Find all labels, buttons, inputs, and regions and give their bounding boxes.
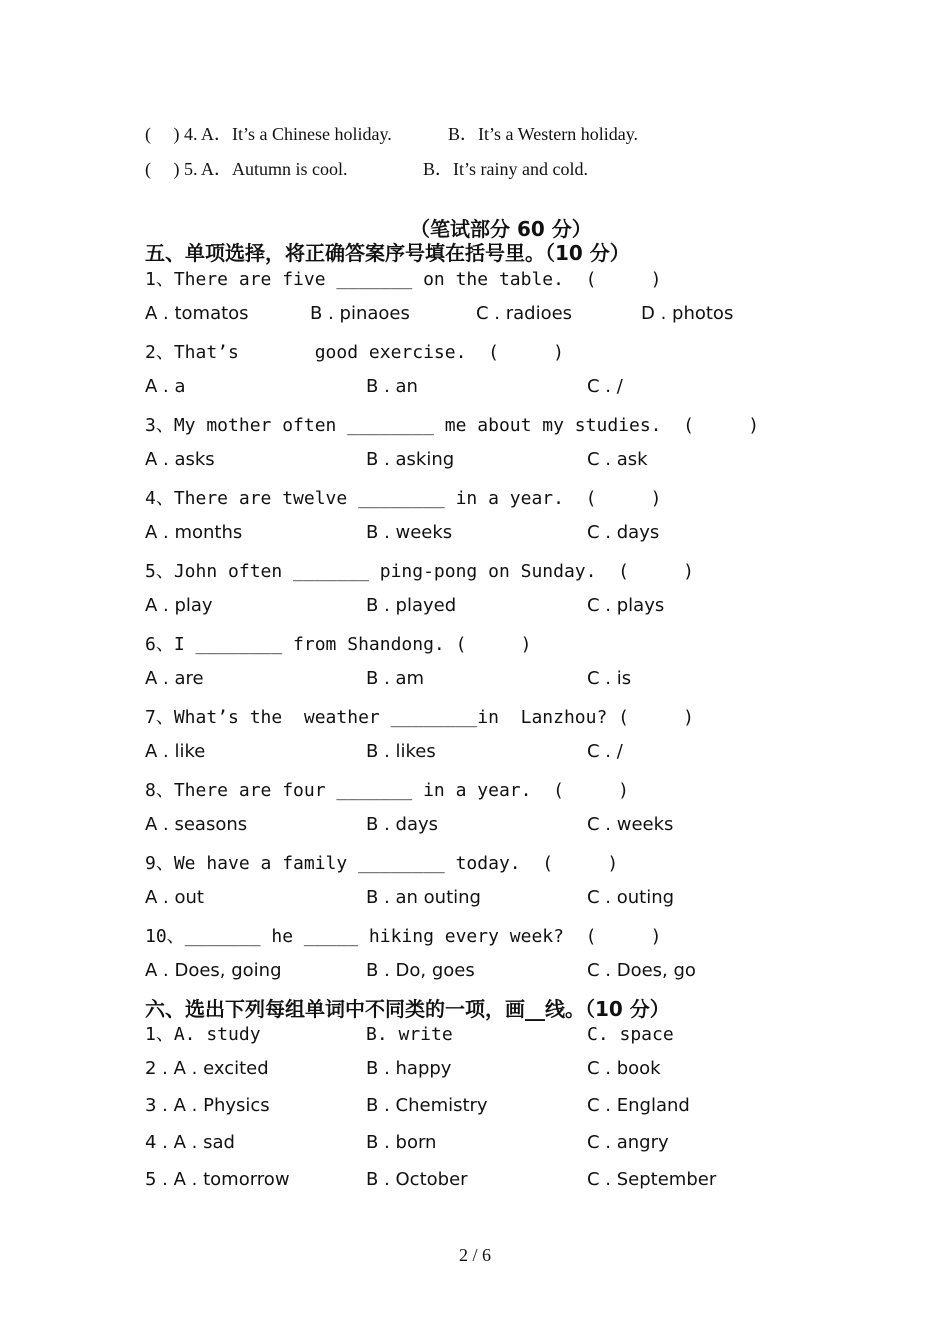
- question-1-option-a: A . tomatos: [145, 303, 249, 324]
- question-6-option-b: B . am: [366, 668, 425, 689]
- question-3-option-c: C . ask: [587, 449, 648, 470]
- question-5-option-c: C . plays: [587, 595, 665, 616]
- question-2-option-c: C . /: [587, 376, 623, 397]
- question-7: 7、What’s the weather ________in Lanzhou? ( ): [145, 707, 695, 728]
- question-7-option-b: B . likes: [366, 741, 436, 762]
- question-4-option-b: B . weeks: [366, 522, 453, 543]
- group-2-option-c: C . book: [587, 1058, 661, 1079]
- question-3-option-a: A . asks: [145, 449, 215, 470]
- written-part-title: （笔试部分 60 分）: [410, 217, 592, 241]
- listening-item-5-stem: ( ) 5. A．Autumn is cool.: [145, 159, 348, 179]
- question-5: 5、John often _______ ping-pong on Sunday. ( ): [145, 561, 695, 582]
- question-3-option-b: B . asking: [366, 449, 455, 470]
- question-9: 9、We have a family ________ today. ( ): [145, 853, 619, 874]
- group-1-option-c: C. space: [587, 1024, 674, 1045]
- question-8-option-a: A . seasons: [145, 814, 248, 835]
- group-2-option-a: 2 . A . excited: [145, 1058, 269, 1079]
- question-8: 8、There are four _______ in a year. ( ): [145, 780, 629, 801]
- question-6-option-c: C . is: [587, 668, 632, 689]
- question-9-option-b: B . an outing: [366, 887, 481, 908]
- group-1-option-b: B. write: [366, 1024, 453, 1045]
- question-1-option-d: D . photos: [641, 303, 734, 324]
- listening-item-4-stem: ( ) 4. A．It’s a Chinese holiday.: [145, 124, 392, 144]
- question-7-option-a: A . like: [145, 741, 206, 762]
- question-10-option-c: C . Does, go: [587, 960, 696, 981]
- group-3-option-c: C . England: [587, 1095, 690, 1116]
- section-5-heading: 五、单项选择，将正确答案序号填在括号里。（10 分）: [145, 241, 630, 265]
- question-10-option-a: A . Does, going: [145, 960, 282, 981]
- question-4-option-a: A . months: [145, 522, 243, 543]
- question-2: 2、That’s good exercise. ( ): [145, 342, 564, 363]
- group-5-option-a: 5 . A . tomorrow: [145, 1169, 290, 1190]
- question-9-option-a: A . out: [145, 887, 204, 908]
- question-8-option-b: B . days: [366, 814, 438, 835]
- question-9-option-c: C . outing: [587, 887, 675, 908]
- question-4-option-c: C . days: [587, 522, 660, 543]
- question-8-option-c: C . weeks: [587, 814, 674, 835]
- question-7-option-c: C . /: [587, 741, 623, 762]
- question-2-option-a: A . a: [145, 376, 186, 397]
- group-2-option-b: B . happy: [366, 1058, 452, 1079]
- group-4-option-c: C . angry: [587, 1132, 669, 1153]
- question-6-option-a: A . are: [145, 668, 204, 689]
- question-10: 10、_______ he _____ hiking every week? ( ): [145, 926, 662, 947]
- listening-item-5-option-b: B．It’s rainy and cold.: [423, 159, 588, 179]
- question-1: 1、There are five _______ on the table. ( ): [145, 269, 662, 290]
- question-10-option-b: B . Do, goes: [366, 960, 475, 981]
- group-5-option-c: C . September: [587, 1169, 717, 1190]
- group-1-option-a: 1、A. study: [145, 1024, 261, 1045]
- question-3: 3、My mother often ________ me about my studies. ( ): [145, 415, 760, 436]
- group-4-option-a: 4 . A . sad: [145, 1132, 235, 1153]
- question-1-option-b: B . pinaoes: [310, 303, 410, 324]
- page-number: 2 / 6: [458, 1245, 491, 1265]
- question-1-option-c: C . radioes: [476, 303, 573, 324]
- question-2-option-b: B . an: [366, 376, 418, 397]
- section-6-heading: 六、选出下列每组单词中不同类的一项，画__线。（10 分）: [145, 997, 670, 1021]
- group-3-option-b: B . Chemistry: [366, 1095, 488, 1116]
- group-3-option-a: 3 . A . Physics: [145, 1095, 270, 1116]
- question-5-option-a: A . play: [145, 595, 213, 616]
- question-4: 4、There are twelve ________ in a year. ( ): [145, 488, 662, 509]
- listening-item-4-option-b: B．It’s a Western holiday.: [448, 124, 639, 144]
- group-5-option-b: B . October: [366, 1169, 468, 1190]
- question-5-option-b: B . played: [366, 595, 457, 616]
- group-4-option-b: B . born: [366, 1132, 437, 1153]
- question-6: 6、I ________ from Shandong. ( ): [145, 634, 532, 655]
